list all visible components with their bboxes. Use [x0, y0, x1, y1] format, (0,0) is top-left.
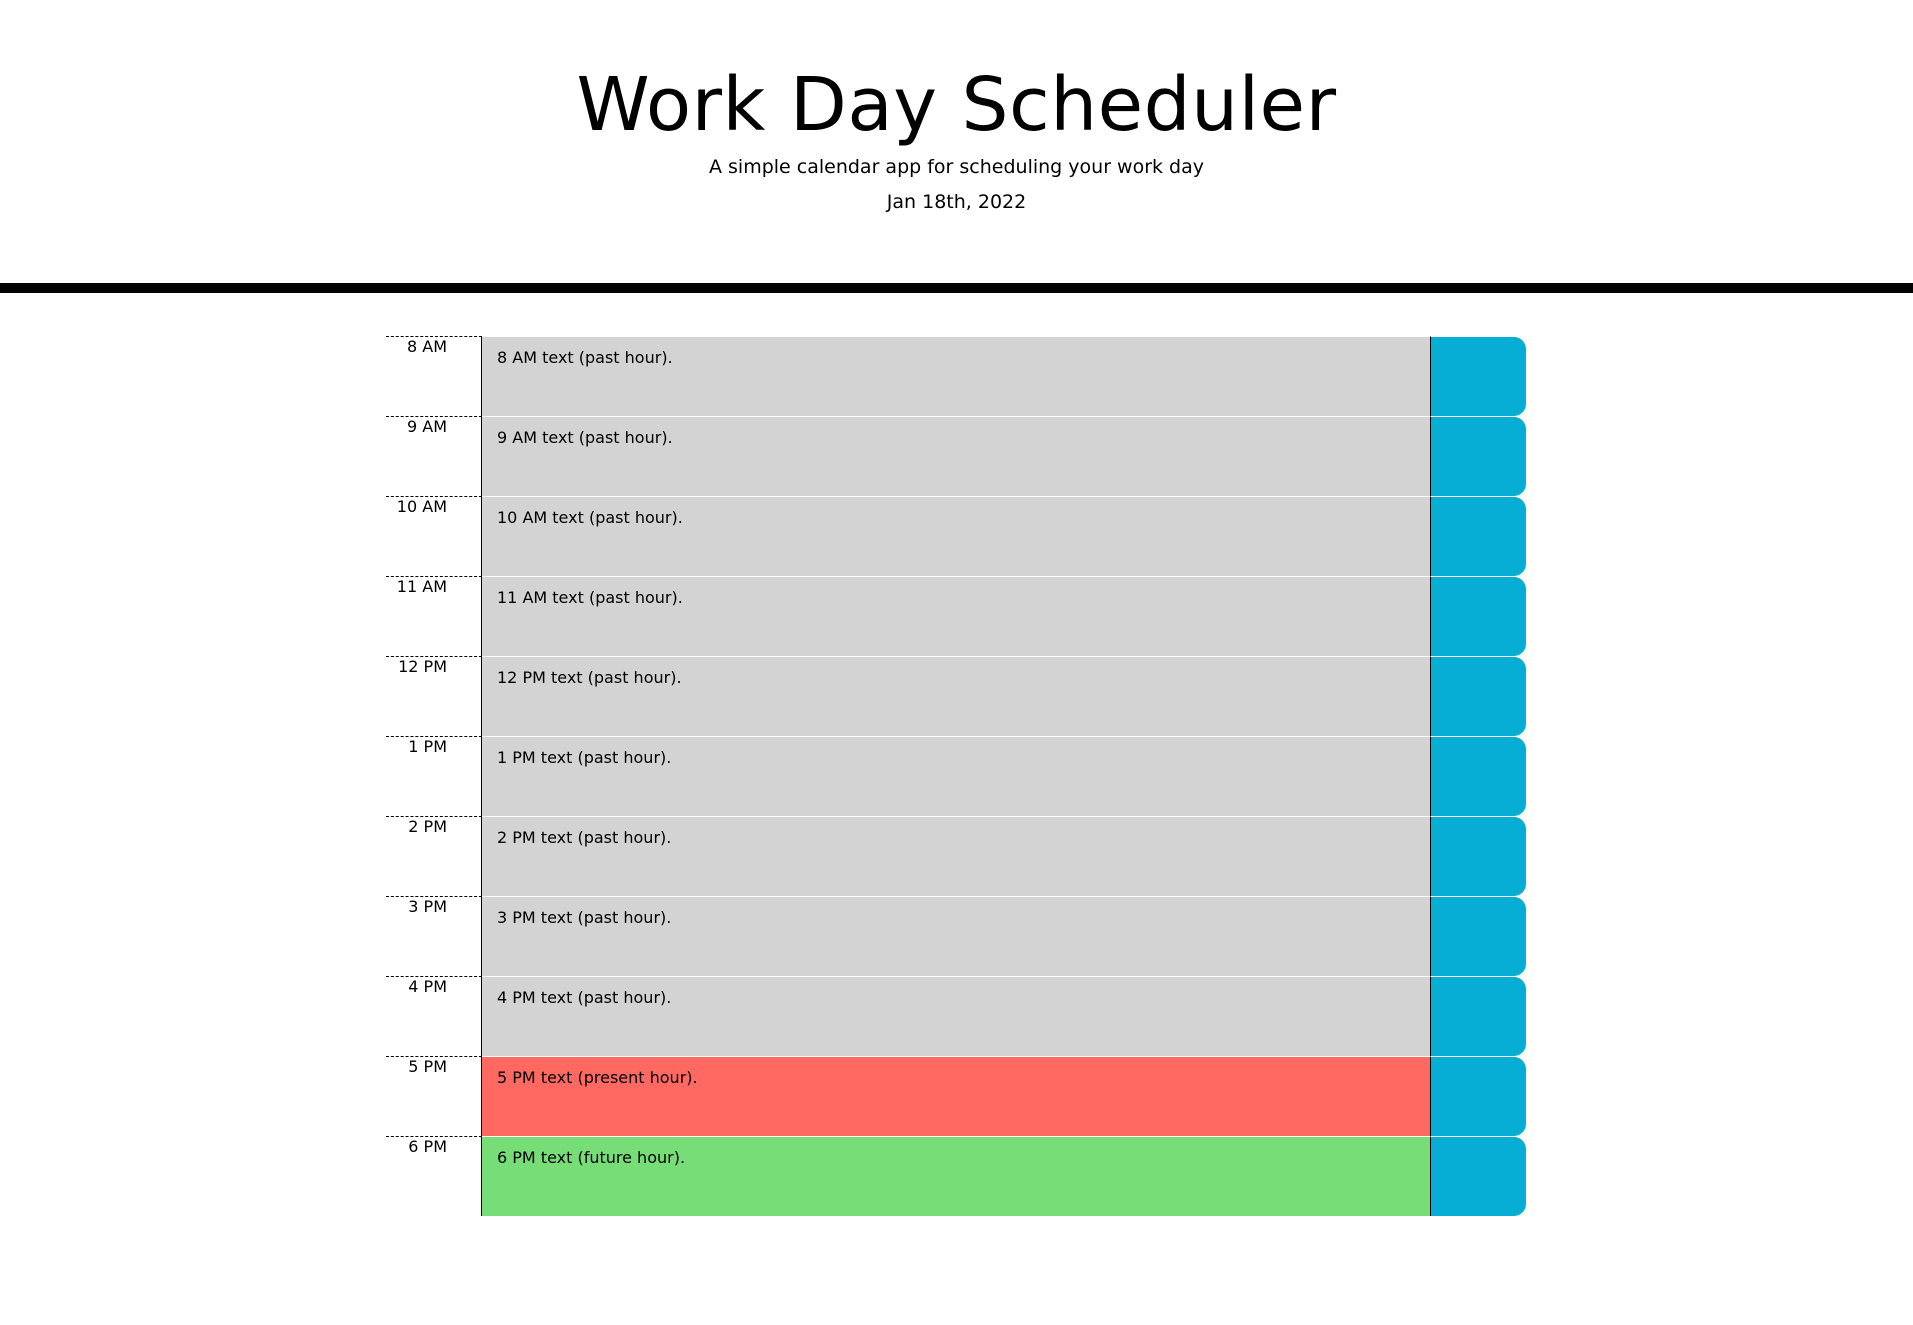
current-date: Jan 18th, 2022	[886, 191, 1027, 213]
page-subtitle: A simple calendar app for scheduling your work day	[708, 156, 1205, 178]
save-button[interactable]	[1431, 977, 1526, 1056]
time-block	[386, 336, 1526, 416]
schedule	[386, 336, 1526, 1216]
save-button[interactable]	[1431, 337, 1526, 416]
hour-label: 5 PM	[386, 1056, 482, 1136]
save-button[interactable]	[1431, 817, 1526, 896]
time-block	[386, 1136, 1526, 1216]
save-button[interactable]	[1431, 577, 1526, 656]
time-block	[386, 416, 1526, 496]
description-textarea[interactable]: 1 PM text (past hour).	[482, 736, 1431, 816]
hour-label: 6 PM	[386, 1136, 482, 1216]
save-button[interactable]	[1431, 1057, 1526, 1136]
time-block	[386, 576, 1526, 656]
time-block	[386, 736, 1526, 816]
hour-label: 4 PM	[386, 976, 482, 1056]
hour-label: 3 PM	[386, 896, 482, 976]
time-block	[386, 896, 1526, 976]
hour-label: 9 AM	[386, 416, 482, 496]
save-button[interactable]	[1431, 657, 1526, 736]
hour-label: 11 AM	[386, 576, 482, 656]
description-textarea[interactable]: 8 AM text (past hour).	[482, 336, 1431, 416]
description-textarea[interactable]: 4 PM text (past hour).	[482, 976, 1431, 1056]
time-block	[386, 816, 1526, 896]
save-button[interactable]	[1431, 1137, 1526, 1216]
save-button[interactable]	[1431, 417, 1526, 496]
description-textarea[interactable]: 10 AM text (past hour).	[482, 496, 1431, 576]
hour-label: 1 PM	[386, 736, 482, 816]
hour-label: 12 PM	[386, 656, 482, 736]
hour-label: 2 PM	[386, 816, 482, 896]
save-button[interactable]	[1431, 737, 1526, 816]
time-block	[386, 1056, 1526, 1136]
time-block	[386, 976, 1526, 1056]
description-textarea[interactable]: 6 PM text (future hour).	[482, 1136, 1431, 1216]
time-block	[386, 656, 1526, 736]
description-textarea[interactable]: 2 PM text (past hour).	[482, 816, 1431, 896]
description-textarea[interactable]: 3 PM text (past hour).	[482, 896, 1431, 976]
time-block	[386, 496, 1526, 576]
description-textarea[interactable]: 5 PM text (present hour).	[482, 1056, 1431, 1136]
description-textarea[interactable]: 12 PM text (past hour).	[482, 656, 1431, 736]
hour-label: 10 AM	[386, 496, 482, 576]
hour-label: 8 AM	[386, 336, 482, 416]
save-button[interactable]	[1431, 497, 1526, 576]
header	[0, 0, 1913, 293]
save-button[interactable]	[1431, 897, 1526, 976]
description-textarea[interactable]: 9 AM text (past hour).	[482, 416, 1431, 496]
page-title: Work Day Scheduler	[576, 62, 1337, 148]
description-textarea[interactable]: 11 AM text (past hour).	[482, 576, 1431, 656]
